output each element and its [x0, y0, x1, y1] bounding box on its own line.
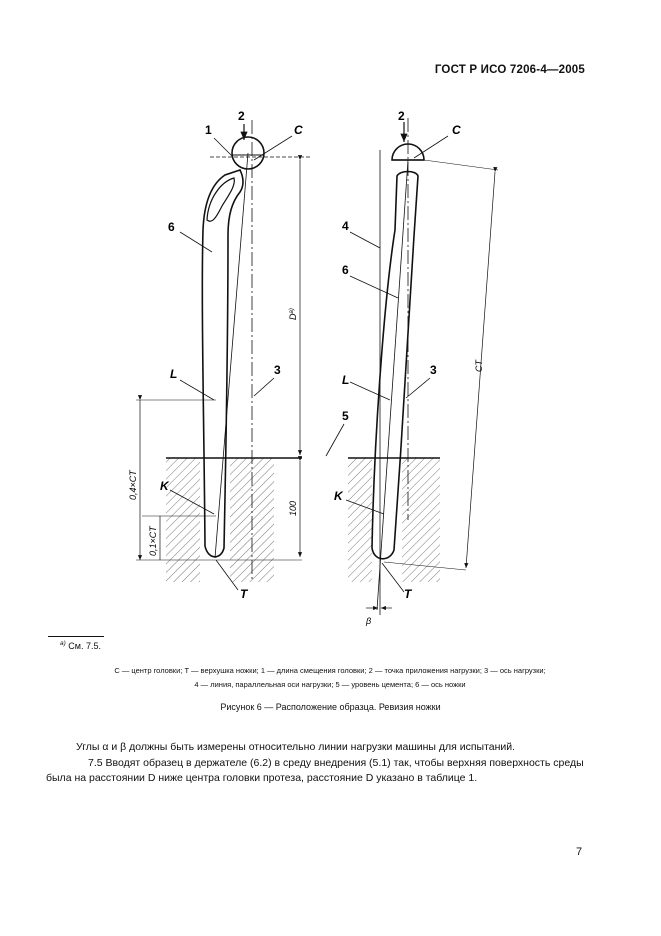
- label-k-right: K: [334, 489, 343, 503]
- label-4: 4: [342, 219, 349, 233]
- label-d: $D^{a)}$: [288, 308, 298, 320]
- document-header: ГОСТ Р ИСО 7206-4—2005: [434, 64, 585, 76]
- label-2-left: 2: [238, 109, 245, 123]
- footnote-rule: [48, 636, 104, 637]
- figure-legend-line-1: C — центр головки; T — верхушка ножки; 1 — длина смещения головки; 2 — точка приложения нагрузки; 3 — ось нагрузки;: [114, 666, 546, 675]
- label-beta: β: [366, 616, 372, 626]
- paragraph-7-5: 7.5 Вводят образец в держателе (6.2) в среду внедрения (5.1) так, чтобы верхняя поверхность среды: [88, 757, 584, 769]
- label-l-right: L: [342, 373, 350, 387]
- left-specimen: [136, 120, 344, 590]
- label-t-right: T: [404, 587, 412, 601]
- label-t-left: T: [240, 587, 248, 601]
- label-ct: CT: [474, 360, 484, 372]
- label-04ct: 0,4×CT: [128, 470, 138, 500]
- label-6-right: 6: [342, 263, 349, 277]
- footnote-marker: a): [60, 640, 66, 647]
- label-6-left: 6: [168, 220, 175, 234]
- label-c-right: C: [452, 123, 461, 137]
- left-cement-hatch: [166, 458, 200, 582]
- label-5: 5: [342, 409, 349, 423]
- label-01ct: 0,1×CT: [148, 526, 158, 556]
- label-2-right: 2: [398, 109, 405, 123]
- label-k-left: K: [160, 479, 169, 493]
- label-c-left: C: [294, 123, 303, 137]
- figure-legend-line-2: 4 — линия, параллельная оси нагрузки; 5 — уровень цемента; 6 — ось ножки: [194, 680, 466, 689]
- page-number: 7: [576, 846, 583, 858]
- right-cement-hatch: [348, 458, 372, 582]
- paragraph-7-5-cont: была на расстоянии D ниже центра головки протеза, расстояние D указано в таблице 1.: [46, 772, 478, 784]
- label-1: 1: [205, 123, 212, 137]
- label-l-left: L: [170, 367, 178, 381]
- label-100: 100: [288, 500, 298, 516]
- paragraph-angles: Углы α и β должны быть измерены относительно линии нагрузки машины для испытаний.: [76, 741, 516, 753]
- footnote-text: См. 7.5.: [68, 641, 101, 651]
- label-3-left: 3: [274, 363, 281, 377]
- footnote: [60, 640, 101, 651]
- figure-caption: Рисунок 6 — Расположение образца. Ревизия ножки: [220, 702, 441, 712]
- label-3-right: 3: [430, 363, 437, 377]
